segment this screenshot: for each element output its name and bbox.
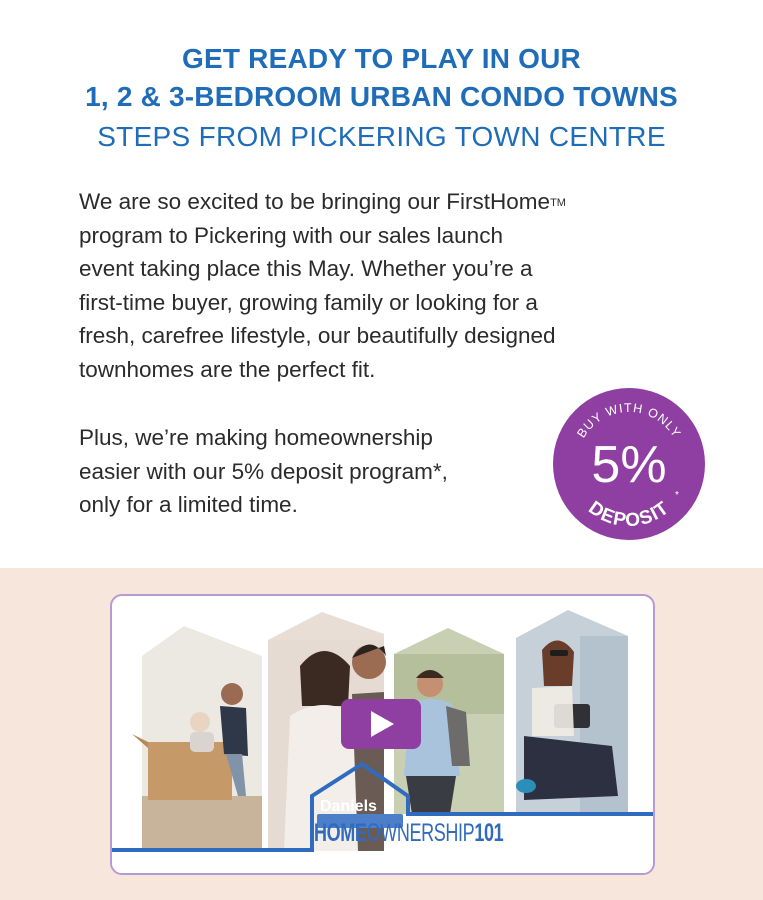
intro-line: first-time buyer, growing family or looking for a — [79, 289, 538, 315]
badge-top-text: BUY WITH ONLY — [574, 400, 684, 441]
intro-line: event taking place this May. Whether you’re a — [79, 256, 533, 281]
intro-line: program to Pickering with our sales launch — [79, 222, 503, 248]
play-button[interactable] — [341, 699, 421, 749]
intro-line: fresh, carefree lifestyle, our beautifully designed — [79, 323, 556, 348]
deposit-badge — [549, 384, 709, 544]
brand-series-title — [314, 819, 503, 848]
headline-line-2: 1, 2 & 3-BEDROOM URBAN CONDO TOWNS — [85, 81, 678, 112]
trademark-mark: TM — [550, 197, 566, 209]
deposit-line: Plus, we’re making homeownership — [79, 425, 433, 450]
headline-line-1: GET READY TO PLAY IN OUR — [182, 43, 581, 74]
intro-line-text: We are so excited to be bringing our FirstHome — [79, 189, 551, 214]
play-icon — [371, 711, 394, 737]
intro-line — [79, 185, 699, 219]
photo-panel-reader — [516, 610, 628, 814]
deposit-line: easier with our 5% deposit program*, — [79, 458, 448, 484]
intro-paragraph — [79, 185, 699, 386]
intro-line: townhomes are the perfect fit. — [79, 356, 376, 382]
photo-panel-family — [132, 626, 262, 851]
brand-series-ownership: OWNERSHIP — [366, 819, 475, 847]
badge-asterisk: * — [675, 490, 679, 501]
brand-daniels: Daniels — [320, 798, 377, 815]
brand-series-home: HOME — [314, 819, 367, 847]
headline-subtitle: STEPS FROM PICKERING TOWN CENTRE — [97, 121, 666, 152]
brand-series-101: 101 — [474, 819, 504, 847]
headline — [0, 40, 763, 157]
badge-bottom-text: DEPOSIT — [584, 497, 674, 532]
badge-big-text: 5% — [591, 436, 667, 494]
deposit-paragraph — [79, 421, 549, 522]
deposit-line: only for a limited time. — [79, 492, 298, 517]
